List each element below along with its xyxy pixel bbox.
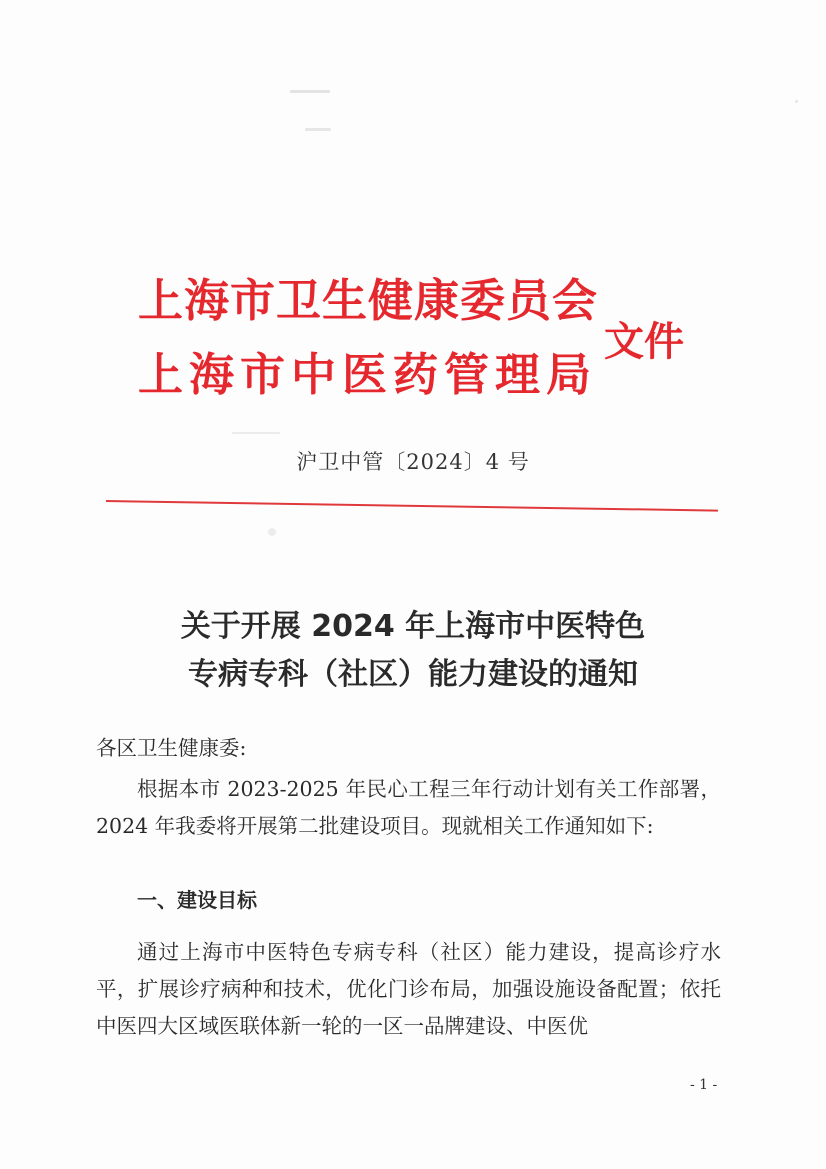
- notice-title-line-2: 专病专科（社区）能力建设的通知: [188, 657, 638, 692]
- issuer-line-2: 上海市中医药管理局: [138, 348, 598, 401]
- document-number: 沪卫中管〔2024〕4 号: [296, 450, 530, 474]
- paragraph-2: 通过上海市中医特色专病专科（社区）能力建设，提高诊疗水平，扩展诊疗病种和技术，优化门诊布局，加强设施设备配置；依托中医四大区域医联体新一轮的一区一品牌建设、中医优: [96, 940, 721, 1038]
- red-separator-line: [106, 500, 718, 512]
- section-heading-1: 一、建设目标: [137, 888, 257, 912]
- scan-mark: [268, 528, 276, 536]
- scan-mark: [305, 128, 331, 131]
- notice-title-line-1: 关于开展 2024 年上海市中医特色: [180, 609, 646, 644]
- scan-mark: [232, 432, 280, 434]
- issuer-suffix: 文件: [604, 319, 684, 365]
- scan-mark: [290, 90, 330, 93]
- salutation: 各区卫生健康委:: [96, 736, 247, 760]
- scan-mark: [795, 100, 798, 103]
- paragraph-1: 根据本市 2023-2025 年民心工程三年行动计划有关工作部署，2024 年我委将开展第二批建设项目。现就相关工作通知如下:: [96, 777, 721, 838]
- page-number: - 1 -: [690, 1077, 718, 1093]
- issuer-line-1: 上海市卫生健康委员会: [138, 274, 599, 327]
